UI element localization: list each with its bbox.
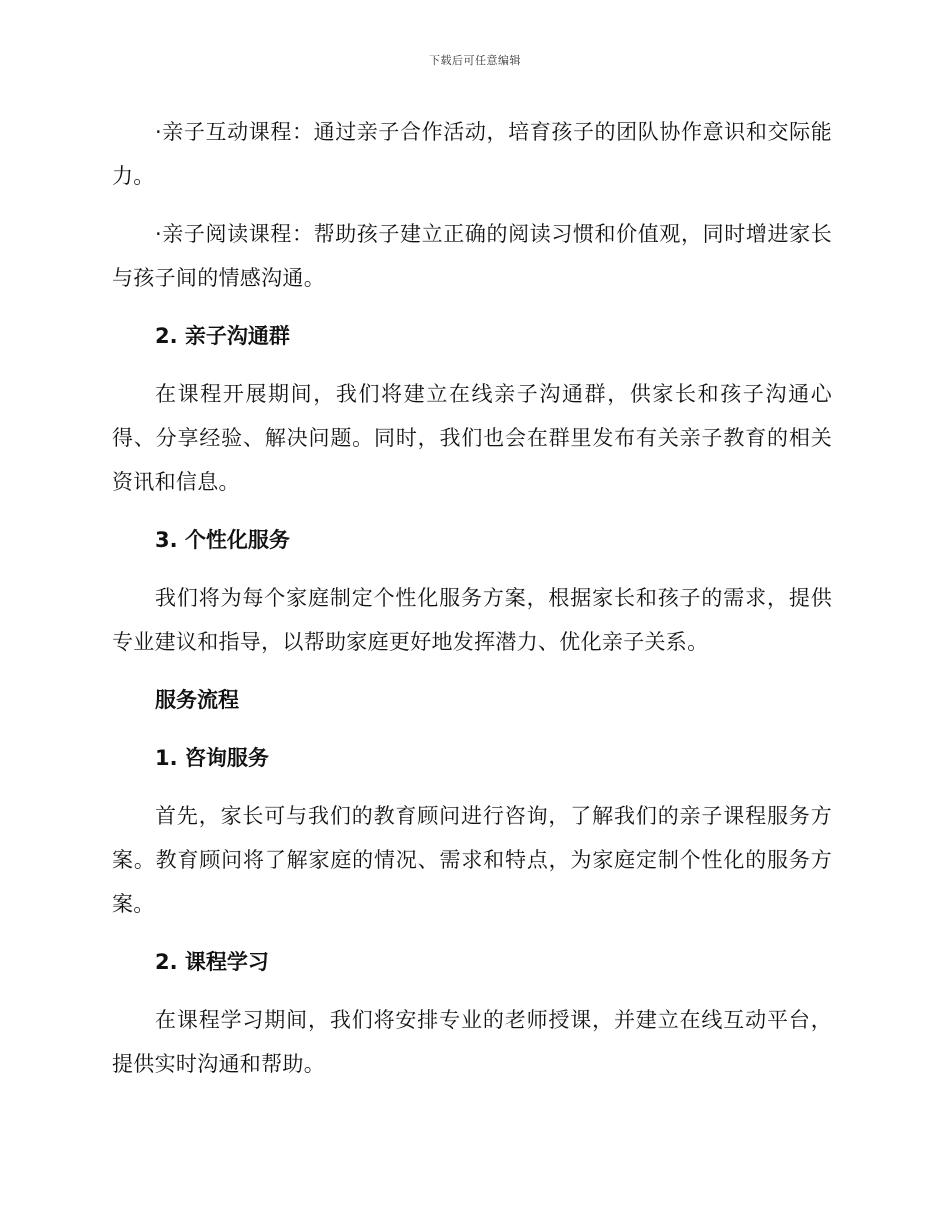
paragraph-consultation: 首先，家长可与我们的教育顾问进行咨询，了解我们的亲子课程服务方案。教育顾问将了解家庭的情况、需求和特点，为家庭定制个性化的服务方案。 xyxy=(112,804,832,916)
paragraph-course-study: 在课程学习期间，我们将安排专业的老师授课，并建立在线互动平台，提供实时沟通和帮助。 xyxy=(112,1008,832,1076)
section-title-service-process: 服务流程 xyxy=(155,688,239,712)
bullet-parent-child-reading: ·亲子阅读课程：帮助孩子建立正确的阅读习惯和价值观，同时增进家长与孩子间的情感沟通。 xyxy=(112,222,832,290)
heading-communication-group: 2. 亲子沟通群 xyxy=(155,324,290,348)
heading-course-study: 2. 课程学习 xyxy=(155,950,269,974)
bullet-parent-child-interaction: ·亲子互动课程：通过亲子合作活动，培育孩子的团队协作意识和交际能力。 xyxy=(112,120,832,188)
paragraph-communication-group: 在课程开展期间，我们将建立在线亲子沟通群，供家长和孩子沟通心得、分享经验、解决问题。同时，我们也会在群里发布有关亲子教育的相关资讯和信息。 xyxy=(112,382,832,494)
paragraph-personalized-service: 我们将为每个家庭制定个性化服务方案，根据家长和孩子的需求，提供专业建议和指导，以帮助家庭更好地发挥潜力、优化亲子关系。 xyxy=(112,586,832,654)
heading-consultation: 1. 咨询服务 xyxy=(155,746,269,770)
document-body xyxy=(112,110,832,1086)
heading-personalized-service: 3. 个性化服务 xyxy=(155,528,290,552)
header-note: 下载后可任意编辑 xyxy=(429,54,521,67)
